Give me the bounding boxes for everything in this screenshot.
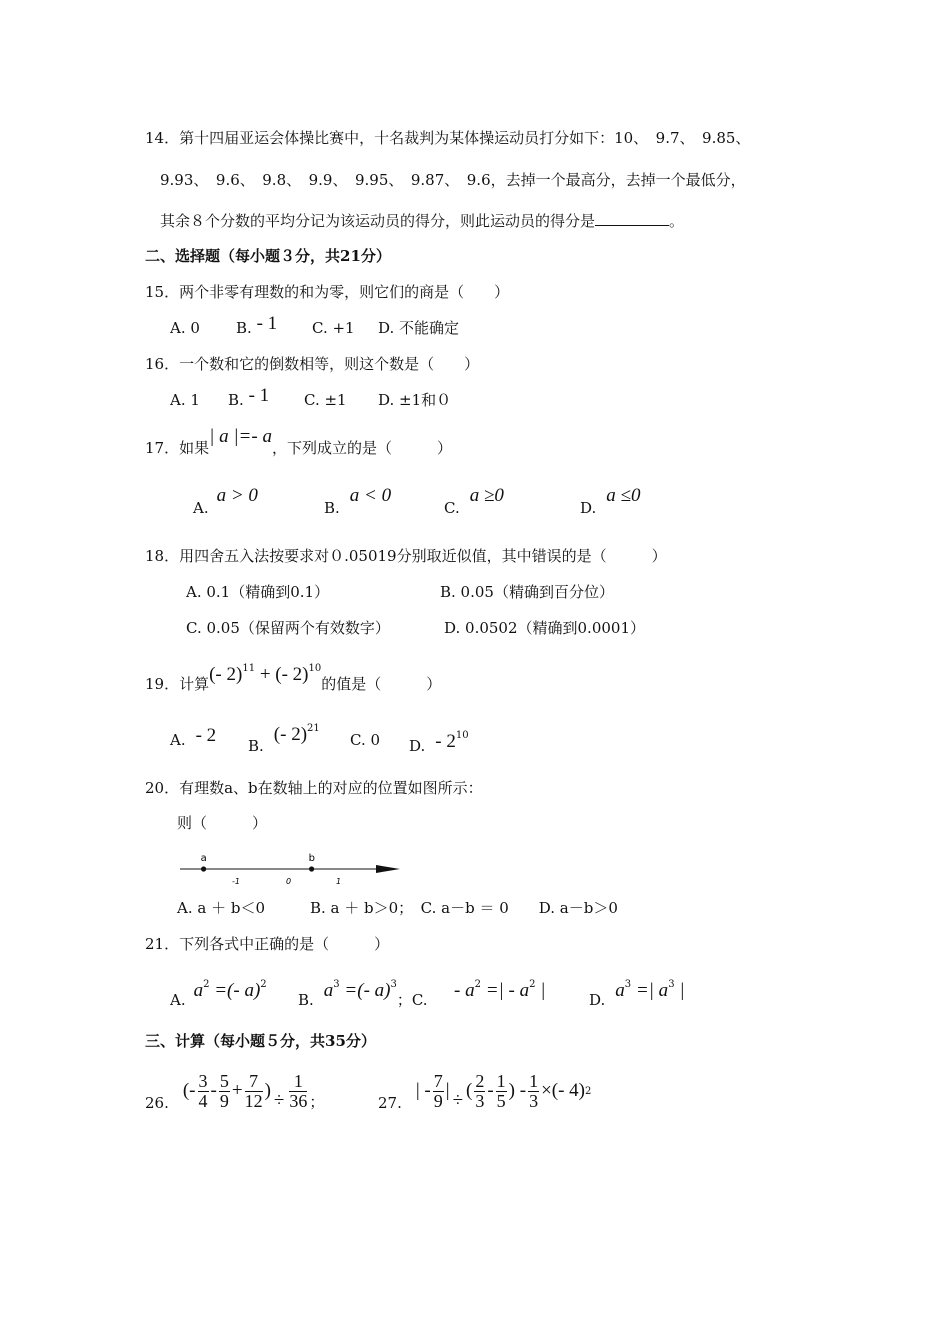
q14-line3-text: 其余８个分数的平均分记为该运动员的得分，则此运动员的得分是 (160, 212, 596, 230)
q19-option-c: C. 0 (350, 731, 381, 749)
tick-label-0: 0 (286, 877, 292, 886)
number-line-figure (176, 850, 416, 890)
q19-option-d: D. - $2^{10}$ (409, 730, 469, 755)
q27-fraction-3: $\frac{1}{5}$ (496, 1070, 506, 1111)
q17-option-d: D.a ≤0 (580, 485, 641, 517)
q27-fraction-4: $\frac{1}{3}$ (529, 1070, 539, 1111)
q15-option-c: C. +1 (312, 319, 355, 337)
q15-option-a: A. 0 (170, 319, 200, 337)
q17-option-b: B.a < 0 (324, 485, 392, 517)
q20-options: A. a ＋ b＜0 B. a ＋ b＞0； C. a－b ＝ 0 D. a－b＞0 (177, 899, 618, 917)
q18-option-c: C. 0.05（保留两个有效数字） (186, 619, 390, 637)
q21-stem: 21．下列各式中正确的是（ ） (145, 935, 390, 953)
q19-option-b-math: (- 2) (273, 724, 308, 745)
q17-option-c: C.a ≥0 (444, 485, 504, 517)
q26-fraction-3: $\frac{7}{12}$ (244, 1070, 263, 1111)
number-line-arrow (376, 865, 400, 873)
point-b (309, 866, 314, 871)
label-a: a (200, 853, 207, 864)
q21-option-b: B. $a^3$ =(- a)$^3$；C. (298, 979, 428, 1009)
answer-blank[interactable] (595, 211, 669, 226)
q15-option-d: D. 不能确定 (378, 319, 460, 337)
q14-line3 (160, 211, 684, 231)
section3-title: 三、计算（每小题５分，共35分） (145, 1032, 376, 1050)
q17-stem: 17．如果| a |=- a，下列成立的是（ ） (145, 426, 452, 457)
q18-option-d: D. 0.0502（精确到0.0001） (444, 619, 645, 637)
q18-option-b: B. 0.05（精确到百分位） (440, 583, 614, 601)
section2-title: 二、选择题（每小题３分，共21分） (145, 247, 391, 265)
q14-line3-end: 。 (669, 212, 685, 230)
q19-option-b: B.(- 2)$^{21}$ (248, 723, 320, 755)
q18-option-a: A. 0.1（精确到0.1） (186, 583, 330, 601)
q27-label: 27. (378, 1094, 402, 1112)
q17-option-a: A.a > 0 (193, 485, 258, 517)
q14-line1: 14．第十四届亚运会体操比赛中，十名裁判为某体操运动员打分如下：10、 9.7、 9.85、 (145, 129, 751, 147)
q16-option-a: A. 1 (170, 391, 200, 409)
q21-option-a: A. $a^2$ =(- a)$^2$ (170, 979, 267, 1009)
q27-fraction-2: $\frac{2}{3}$ (475, 1070, 485, 1111)
q18-stem: 18．用四舍五入法按要求对０.05019分别取近似值，其中错误的是（ ） (145, 547, 667, 565)
q20-stem: 20．有理数a、b在数轴上的对应的位置如图所示： (145, 779, 483, 797)
q26-expression: 26. (- $\frac{3}{4}$ - $\frac{5}{9}$ + $\frac{7}{12}$ ) ÷ $\frac{1}{36}$ ； (145, 1070, 325, 1112)
q26-label: 26. (145, 1094, 169, 1112)
q16-stem: 16．一个数和它的倒数相等，则这个数是（ ） (145, 355, 480, 373)
point-a (201, 866, 206, 871)
tick-label-1: 1 (336, 877, 342, 886)
q17-option-b-math: a < 0 (349, 485, 392, 506)
q19-expression: (- 2)$^{11}$ + (- 2)$^{10}$ (209, 663, 322, 685)
q19-stem: 19．计算(- 2)$^{11}$ + (- 2)$^{10}$的值是（ ） (145, 663, 442, 693)
q17-option-a-math: a > 0 (216, 485, 258, 506)
q19-option-a: A. - 2 (170, 725, 217, 749)
q14-line2: 9.93、 9.6、 9.8、 9.9、 9.95、 9.87、 9.6，去掉一个最高分，去掉一个最低分， (160, 171, 746, 189)
q19-option-d-math: - 2 (435, 731, 456, 752)
q19-option-a-math: - 2 (195, 725, 217, 746)
label-b: b (308, 853, 315, 864)
q17-condition-math: | a |=- a (209, 426, 272, 447)
q15-stem: 15．两个非零有理数的和为零，则它们的商是（ ） (145, 283, 510, 301)
tick-label-minus1: -1 (232, 877, 240, 886)
q16-option-d: D. ±1和０ (378, 391, 452, 409)
q15-option-b-math: - 1 (256, 313, 278, 334)
q16-option-b: B. - 1 (228, 385, 270, 409)
q26-fraction-4: $\frac{1}{36}$ (289, 1070, 308, 1111)
q20-then: 则（ ） (177, 814, 268, 832)
q27-fraction-1: $\frac{7}{9}$ (433, 1070, 443, 1111)
q17-option-d-math: a ≤0 (606, 485, 641, 506)
q17-option-c-math: a ≥0 (469, 485, 504, 506)
q15-option-b: B. - 1 (236, 313, 278, 337)
q26-fraction-2: $\frac{5}{9}$ (219, 1070, 229, 1111)
q21-option-c: - $a^2$ =| - $a^2$ | (454, 979, 546, 1001)
q16-option-c: C. ±1 (304, 391, 347, 409)
q27-expression: 27. | - $\frac{7}{9}$ | ÷ ( $\frac{2}{3}$ - $\frac{1}{5}$ ) - $\frac{1}{3}$ ×(- 4) 2 (378, 1070, 592, 1112)
q26-fraction-1: $\frac{3}{4}$ (198, 1070, 208, 1111)
q21-option-d: D. $a^3$ =| $a^3$ | (589, 979, 685, 1009)
q16-option-b-math: - 1 (248, 385, 270, 406)
